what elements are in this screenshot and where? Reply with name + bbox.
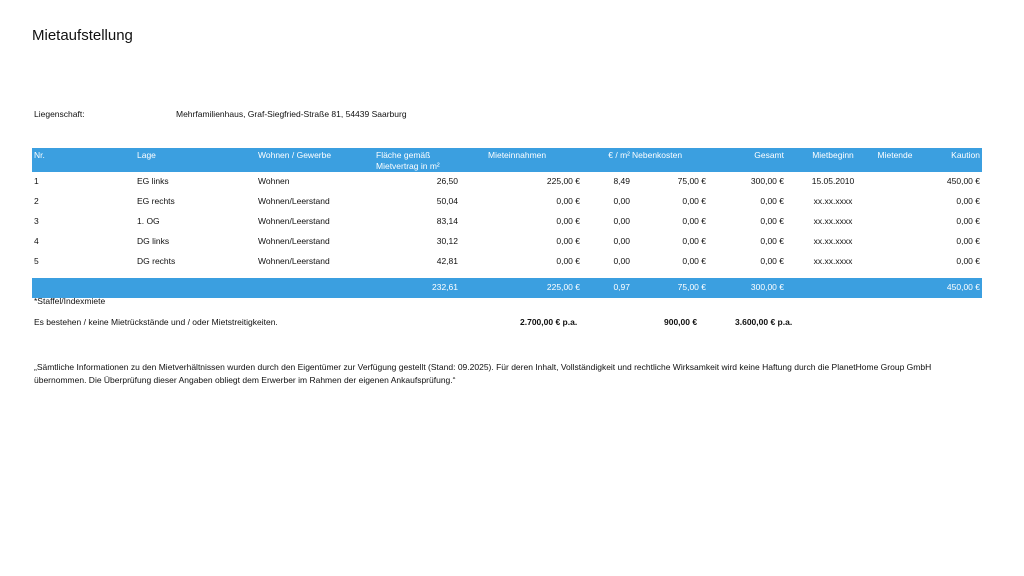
cell-kaution: 0,00 €: [956, 196, 980, 206]
cell-gesamt: 0,00 €: [760, 256, 784, 266]
cell-mietbeginn: 15.05.2010: [811, 176, 855, 186]
cell-lage: DG links: [137, 236, 170, 246]
table-row: [32, 192, 982, 212]
cell-gesamt: 0,00 €: [760, 236, 784, 246]
footnote-staffel: *Staffel/Indexmiete: [34, 296, 106, 306]
header-gesamt: Gesamt: [754, 150, 784, 160]
cell-nr: 5: [34, 256, 39, 266]
total-mieteinnahmen: 225,00 €: [546, 282, 580, 292]
cell-kaution: 450,00 €: [946, 176, 980, 186]
table-header-row: [32, 148, 982, 172]
property-value: Mehrfamilienhaus, Graf-Siegfried-Straße 81, 54439 Saarburg: [176, 109, 407, 119]
page-title: Mietaufstellung: [32, 27, 133, 44]
cell-gesamt: 0,00 €: [760, 216, 784, 226]
table-row: [32, 172, 982, 192]
cell-euro-m2: 0,00: [613, 216, 630, 226]
cell-lage: EG links: [137, 176, 169, 186]
total-gesamt: 300,00 €: [750, 282, 784, 292]
cell-lage: 1. OG: [137, 216, 160, 226]
cell-wohnen: Wohnen/Leerstand: [258, 236, 330, 246]
cell-kaution: 0,00 €: [956, 216, 980, 226]
total-kaution: 450,00 €: [946, 282, 980, 292]
header-nr: Nr.: [34, 150, 45, 160]
cell-mieteinnahmen: 0,00 €: [556, 196, 580, 206]
table-row: [32, 252, 982, 272]
rent-table: [32, 148, 982, 298]
cell-nebenkosten: 0,00 €: [682, 256, 706, 266]
table-row: [32, 212, 982, 232]
disclaimer-text: „Sämtliche Informationen zu den Mietverhältnissen wurden durch den Eigentümer zur Verfügung gestellt (Stand: 09.2025). Für deren Inhalt, Vollständigkeit und rechtliche Wirksamkeit wird keine Haftung durch die PlanetHome Group GmbH übernommen. Die Überprüfung dieser Angaben obliegt dem Erwerber im Rahmen der eigenen Ankaufsprüfung.“: [34, 362, 932, 385]
cell-nebenkosten: 0,00 €: [682, 236, 706, 246]
table-total-row: [32, 278, 982, 298]
cell-nebenkosten: 0,00 €: [682, 196, 706, 206]
header-flaeche-line1: Fläche gemäß: [376, 150, 431, 160]
header-euro-m2: € / m²: [608, 150, 630, 160]
cell-wohnen: Wohnen/Leerstand: [258, 216, 330, 226]
header-nebenkosten: Nebenkosten: [632, 150, 683, 160]
cell-gesamt: 0,00 €: [760, 196, 784, 206]
cell-wohnen: Wohnen/Leerstand: [258, 196, 330, 206]
cell-flaeche: 42,81: [436, 256, 458, 266]
cell-nr: 2: [34, 196, 39, 206]
cell-mieteinnahmen: 0,00 €: [556, 216, 580, 226]
cell-kaution: 0,00 €: [956, 236, 980, 246]
cell-mieteinnahmen: 225,00 €: [546, 176, 580, 186]
cell-flaeche: 50,04: [436, 196, 458, 206]
cell-euro-m2: 0,00: [613, 256, 630, 266]
cell-nr: 3: [34, 216, 39, 226]
header-mietende: Mietende: [877, 150, 913, 160]
arrears-status-text: Es bestehen / keine Mietrückstände und / oder Mietstreitigkeiten.: [34, 317, 278, 327]
header-flaeche: [376, 150, 440, 172]
cell-wohnen: Wohnen: [258, 176, 290, 186]
table-row: [32, 232, 982, 252]
property-label: Liegenschaft:: [34, 109, 85, 119]
header-kaution: Kaution: [951, 150, 980, 160]
header-lage: Lage: [137, 150, 156, 160]
header-flaeche-line2: Mietvertrag in m²: [376, 161, 440, 171]
cell-mietbeginn: xx.xx.xxxx: [813, 216, 853, 226]
cell-wohnen: Wohnen/Leerstand: [258, 256, 330, 266]
total-flaeche: 232,61: [432, 282, 458, 292]
cell-gesamt: 300,00 €: [750, 176, 784, 186]
total-euro-m2: 0,97: [613, 282, 630, 292]
header-mietbeginn: Mietbeginn: [812, 150, 854, 160]
cell-nr: 1: [34, 176, 39, 186]
cell-euro-m2: 8,49: [613, 176, 630, 186]
cell-euro-m2: 0,00: [613, 236, 630, 246]
cell-mietbeginn: xx.xx.xxxx: [813, 236, 853, 246]
cell-flaeche: 83,14: [436, 216, 458, 226]
cell-mietbeginn: xx.xx.xxxx: [813, 256, 853, 266]
cell-mietbeginn: xx.xx.xxxx: [813, 196, 853, 206]
cell-nebenkosten: 75,00 €: [677, 176, 706, 186]
annual-grand-total: 3.600,00 € p.a.: [735, 317, 793, 327]
cell-flaeche: 26,50: [436, 176, 458, 186]
annual-service-costs: 900,00 €: [664, 317, 698, 327]
cell-nr: 4: [34, 236, 39, 246]
header-wohnen-gewerbe: Wohnen / Gewerbe: [258, 150, 332, 160]
cell-flaeche: 30,12: [436, 236, 458, 246]
cell-mieteinnahmen: 0,00 €: [556, 256, 580, 266]
cell-lage: EG rechts: [137, 196, 175, 206]
cell-mieteinnahmen: 0,00 €: [556, 236, 580, 246]
cell-nebenkosten: 0,00 €: [682, 216, 706, 226]
cell-lage: DG rechts: [137, 256, 176, 266]
annual-rent-total: 2.700,00 € p.a.: [520, 317, 578, 327]
cell-euro-m2: 0,00: [613, 196, 630, 206]
cell-kaution: 0,00 €: [956, 256, 980, 266]
header-mieteinnahmen: Mieteinnahmen: [488, 150, 547, 160]
total-nebenkosten: 75,00 €: [677, 282, 706, 292]
